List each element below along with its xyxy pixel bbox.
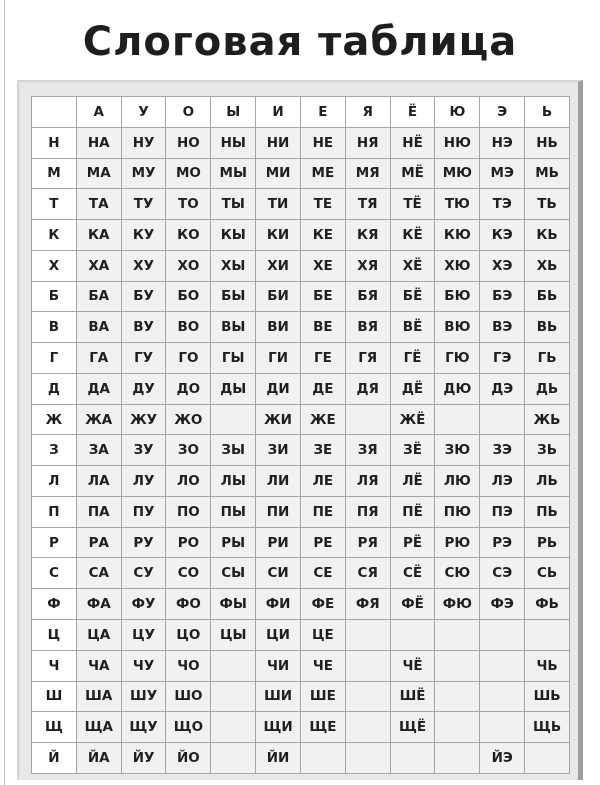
empty-cell — [480, 404, 525, 435]
corner-cell — [32, 97, 77, 128]
syllable-cell: ЛЫ — [211, 466, 256, 497]
syllable-cell: ЙИ — [256, 743, 301, 774]
syllable-cell: ЦЫ — [211, 620, 256, 651]
empty-cell — [435, 404, 480, 435]
syllable-cell: ТЕ — [300, 189, 345, 220]
syllable-cell: ТИ — [256, 189, 301, 220]
syllable-cell: ЛЕ — [300, 466, 345, 497]
syllable-cell: ШИ — [256, 681, 301, 712]
consonant-header: Ш — [32, 681, 77, 712]
consonant-header: К — [32, 220, 77, 251]
syllable-cell: ЗИ — [256, 435, 301, 466]
syllable-cell: СЭ — [480, 558, 525, 589]
syllable-cell: ГЯ — [345, 343, 390, 374]
syllable-cell: ЛЭ — [480, 466, 525, 497]
syllable-cell: СЁ — [390, 558, 435, 589]
syllable-cell: БИ — [256, 281, 301, 312]
syllable-cell: МО — [166, 158, 211, 189]
table-row — [32, 127, 570, 158]
syllable-cell: ПЕ — [300, 496, 345, 527]
syllable-cell: ПЮ — [435, 496, 480, 527]
syllable-cell: КЯ — [345, 220, 390, 251]
empty-cell — [300, 743, 345, 774]
syllable-cell: ВЬ — [525, 312, 570, 343]
table-row — [32, 620, 570, 651]
syllable-cell: РЭ — [480, 527, 525, 558]
empty-cell — [345, 681, 390, 712]
syllable-cell: КЁ — [390, 220, 435, 251]
vowel-header: Ы — [211, 97, 256, 128]
syllable-cell: РА — [76, 527, 121, 558]
syllable-cell: ДЕ — [300, 373, 345, 404]
syllable-cell: БА — [76, 281, 121, 312]
empty-cell — [435, 743, 480, 774]
syllable-cell: ПУ — [121, 496, 166, 527]
consonant-header: Ч — [32, 650, 77, 681]
syllable-cell: ГЬ — [525, 343, 570, 374]
syllable-cell: ВЕ — [300, 312, 345, 343]
syllable-cell: ЛИ — [256, 466, 301, 497]
consonant-header: З — [32, 435, 77, 466]
syllable-cell: ФЬ — [525, 589, 570, 620]
syllable-cell: ВЯ — [345, 312, 390, 343]
syllable-cell: ШЬ — [525, 681, 570, 712]
table-row — [32, 466, 570, 497]
syllable-cell: ЙУ — [121, 743, 166, 774]
syllable-cell: РЫ — [211, 527, 256, 558]
syllable-cell: ГЁ — [390, 343, 435, 374]
syllable-cell: ЧУ — [121, 650, 166, 681]
syllable-cell: БО — [166, 281, 211, 312]
syllable-cell: НЕ — [300, 127, 345, 158]
table-row — [32, 681, 570, 712]
syllable-cell: ЧЬ — [525, 650, 570, 681]
vowel-header: А — [76, 97, 121, 128]
vowel-header: Э — [480, 97, 525, 128]
syllable-cell: МЮ — [435, 158, 480, 189]
syllable-cell: РЯ — [345, 527, 390, 558]
syllable-cell: ДЁ — [390, 373, 435, 404]
syllable-cell: НЮ — [435, 127, 480, 158]
syllable-cell: ЩИ — [256, 712, 301, 743]
syllable-cell: ДЫ — [211, 373, 256, 404]
syllable-cell: МИ — [256, 158, 301, 189]
syllable-cell: ЦА — [76, 620, 121, 651]
syllable-cell: ЗЮ — [435, 435, 480, 466]
syllable-cell: ДЬ — [525, 373, 570, 404]
syllable-cell: КЕ — [300, 220, 345, 251]
syllable-cell: МЬ — [525, 158, 570, 189]
syllable-cell: ЖА — [76, 404, 121, 435]
table-row — [32, 496, 570, 527]
syllable-cell: ХИ — [256, 250, 301, 281]
empty-cell — [480, 681, 525, 712]
syllable-cell: ФЫ — [211, 589, 256, 620]
syllable-cell: ЧЕ — [300, 650, 345, 681]
syllable-cell: ГО — [166, 343, 211, 374]
syllable-cell: ТЬ — [525, 189, 570, 220]
syllable-cell: СЮ — [435, 558, 480, 589]
syllable-table — [31, 96, 570, 774]
syllable-cell: БЭ — [480, 281, 525, 312]
syllable-cell: ША — [76, 681, 121, 712]
syllable-cell: МЯ — [345, 158, 390, 189]
empty-cell — [390, 743, 435, 774]
syllable-cell: ВО — [166, 312, 211, 343]
syllable-cell: ЛА — [76, 466, 121, 497]
empty-cell — [211, 404, 256, 435]
syllable-cell: ТО — [166, 189, 211, 220]
syllable-cell: ВЮ — [435, 312, 480, 343]
syllable-cell: РЕ — [300, 527, 345, 558]
syllable-cell: ХЬ — [525, 250, 570, 281]
table-row — [32, 743, 570, 774]
syllable-cell: ЖЁ — [390, 404, 435, 435]
empty-cell — [480, 712, 525, 743]
syllable-cell: ЩА — [76, 712, 121, 743]
syllable-cell: БЁ — [390, 281, 435, 312]
syllable-cell: НЯ — [345, 127, 390, 158]
syllable-cell: МЫ — [211, 158, 256, 189]
consonant-header: Л — [32, 466, 77, 497]
syllable-cell: ПИ — [256, 496, 301, 527]
consonant-header: Щ — [32, 712, 77, 743]
table-row — [32, 589, 570, 620]
syllable-cell: ВЭ — [480, 312, 525, 343]
syllable-cell: ЩУ — [121, 712, 166, 743]
syllable-cell: ЩЕ — [300, 712, 345, 743]
syllable-cell: ГЭ — [480, 343, 525, 374]
syllable-cell: ЙА — [76, 743, 121, 774]
syllable-cell: ЛЯ — [345, 466, 390, 497]
syllable-cell: СА — [76, 558, 121, 589]
syllable-cell: ХЕ — [300, 250, 345, 281]
syllable-cell: ЗЕ — [300, 435, 345, 466]
syllable-cell: ВЫ — [211, 312, 256, 343]
syllable-cell: НИ — [256, 127, 301, 158]
syllable-cell: РЁ — [390, 527, 435, 558]
vowel-header: О — [166, 97, 211, 128]
syllable-cell: РЮ — [435, 527, 480, 558]
syllable-cell: ФА — [76, 589, 121, 620]
consonant-header: П — [32, 496, 77, 527]
syllable-cell: ТА — [76, 189, 121, 220]
empty-cell — [435, 681, 480, 712]
consonant-header: В — [32, 312, 77, 343]
empty-cell — [345, 620, 390, 651]
syllable-cell: ДЮ — [435, 373, 480, 404]
vowel-header-row — [32, 97, 570, 128]
vowel-header: Ё — [390, 97, 435, 128]
syllable-cell: ГЕ — [300, 343, 345, 374]
syllable-cell: ФЭ — [480, 589, 525, 620]
syllable-cell: ВЁ — [390, 312, 435, 343]
syllable-cell: ДЯ — [345, 373, 390, 404]
vowel-header: Ь — [525, 97, 570, 128]
table-row — [32, 220, 570, 251]
syllable-cell: ТЯ — [345, 189, 390, 220]
syllable-cell: ПЯ — [345, 496, 390, 527]
syllable-cell: ЖУ — [121, 404, 166, 435]
syllable-cell: ХЫ — [211, 250, 256, 281]
syllable-cell: ПЬ — [525, 496, 570, 527]
table-row — [32, 558, 570, 589]
consonant-header: Н — [32, 127, 77, 158]
syllable-cell: ШЕ — [300, 681, 345, 712]
table-row — [32, 404, 570, 435]
consonant-header: Ф — [32, 589, 77, 620]
syllable-cell: ЧЁ — [390, 650, 435, 681]
syllable-cell: ЗУ — [121, 435, 166, 466]
syllable-cell: ЧИ — [256, 650, 301, 681]
syllable-cell: ЦО — [166, 620, 211, 651]
syllable-cell: ХЯ — [345, 250, 390, 281]
syllable-cell: НО — [166, 127, 211, 158]
syllable-cell: МА — [76, 158, 121, 189]
syllable-cell: ГЫ — [211, 343, 256, 374]
syllable-cell: ЛЮ — [435, 466, 480, 497]
syllable-cell: ХЮ — [435, 250, 480, 281]
syllable-cell: ЦИ — [256, 620, 301, 651]
syllable-cell: МУ — [121, 158, 166, 189]
syllable-cell: ФЁ — [390, 589, 435, 620]
page-title: Слоговая таблица — [82, 19, 518, 65]
vowel-header: Е — [300, 97, 345, 128]
syllable-cell: ПА — [76, 496, 121, 527]
syllable-cell: КУ — [121, 220, 166, 251]
syllable-cell: ДО — [166, 373, 211, 404]
syllable-cell: ХЁ — [390, 250, 435, 281]
consonant-header: Т — [32, 189, 77, 220]
syllable-cell: ТЮ — [435, 189, 480, 220]
empty-cell — [211, 743, 256, 774]
syllable-cell: КЭ — [480, 220, 525, 251]
syllable-cell: СО — [166, 558, 211, 589]
syllable-cell: СЫ — [211, 558, 256, 589]
table-row — [32, 435, 570, 466]
table-row — [32, 527, 570, 558]
empty-cell — [435, 712, 480, 743]
syllable-cell: НУ — [121, 127, 166, 158]
vowel-header: И — [256, 97, 301, 128]
syllable-cell: НЁ — [390, 127, 435, 158]
syllable-cell: СЕ — [300, 558, 345, 589]
syllable-cell: ЗЫ — [211, 435, 256, 466]
syllable-cell: ЦУ — [121, 620, 166, 651]
syllable-cell: ЗА — [76, 435, 121, 466]
table-row — [32, 189, 570, 220]
syllable-cell: ШЁ — [390, 681, 435, 712]
syllable-cell: ДЭ — [480, 373, 525, 404]
syllable-cell: ЖЕ — [300, 404, 345, 435]
table-row — [32, 650, 570, 681]
empty-cell — [211, 681, 256, 712]
syllable-cell: РЬ — [525, 527, 570, 558]
syllable-cell: ФО — [166, 589, 211, 620]
syllable-cell: МЁ — [390, 158, 435, 189]
syllable-cell: ФЮ — [435, 589, 480, 620]
consonant-header: Д — [32, 373, 77, 404]
syllable-cell: ФИ — [256, 589, 301, 620]
empty-cell — [345, 712, 390, 743]
empty-cell — [211, 712, 256, 743]
syllable-cell: БЯ — [345, 281, 390, 312]
syllable-cell: ЦЕ — [300, 620, 345, 651]
syllable-cell: ГА — [76, 343, 121, 374]
syllable-cell: ЖЬ — [525, 404, 570, 435]
syllable-cell: ФЕ — [300, 589, 345, 620]
syllable-cell: ЗЁ — [390, 435, 435, 466]
syllable-cell: СИ — [256, 558, 301, 589]
table-row — [32, 250, 570, 281]
syllable-cell: БУ — [121, 281, 166, 312]
syllable-cell: ЗЭ — [480, 435, 525, 466]
syllable-cell: НЫ — [211, 127, 256, 158]
syllable-cell: СЬ — [525, 558, 570, 589]
syllable-cell: ЩЁ — [390, 712, 435, 743]
syllable-cell: ЙО — [166, 743, 211, 774]
empty-cell — [435, 620, 480, 651]
syllable-cell: ЛЬ — [525, 466, 570, 497]
table-row — [32, 312, 570, 343]
consonant-header: Ж — [32, 404, 77, 435]
consonant-header: Й — [32, 743, 77, 774]
consonant-header: Г — [32, 343, 77, 374]
syllable-cell: ЩЬ — [525, 712, 570, 743]
vowel-header: Я — [345, 97, 390, 128]
empty-cell — [211, 650, 256, 681]
consonant-header: С — [32, 558, 77, 589]
empty-cell — [390, 620, 435, 651]
syllable-cell: КА — [76, 220, 121, 251]
empty-cell — [345, 743, 390, 774]
syllable-cell: ФЯ — [345, 589, 390, 620]
syllable-cell: ЗЯ — [345, 435, 390, 466]
syllable-cell: ГИ — [256, 343, 301, 374]
syllable-cell: КЫ — [211, 220, 256, 251]
empty-cell — [480, 650, 525, 681]
syllable-cell: НЭ — [480, 127, 525, 158]
vowel-header: У — [121, 97, 166, 128]
syllable-cell: ВА — [76, 312, 121, 343]
syllable-cell: ЧА — [76, 650, 121, 681]
syllable-cell: БЕ — [300, 281, 345, 312]
syllable-cell: КИ — [256, 220, 301, 251]
syllable-cell: НЬ — [525, 127, 570, 158]
syllable-cell: ПО — [166, 496, 211, 527]
syllable-cell: ТЭ — [480, 189, 525, 220]
consonant-header: Р — [32, 527, 77, 558]
syllable-cell: ТУ — [121, 189, 166, 220]
syllable-cell: ДИ — [256, 373, 301, 404]
syllable-cell: РУ — [121, 527, 166, 558]
syllable-cell: БЫ — [211, 281, 256, 312]
syllable-cell: ЛО — [166, 466, 211, 497]
syllable-cell: ЧО — [166, 650, 211, 681]
syllable-cell: КЮ — [435, 220, 480, 251]
table-row — [32, 158, 570, 189]
syllable-cell: ШУ — [121, 681, 166, 712]
consonant-header: Ц — [32, 620, 77, 651]
consonant-header: Б — [32, 281, 77, 312]
syllable-cell: РО — [166, 527, 211, 558]
table-row — [32, 281, 570, 312]
syllable-cell: СУ — [121, 558, 166, 589]
syllable-cell: ТЁ — [390, 189, 435, 220]
syllable-cell: ТЫ — [211, 189, 256, 220]
syllable-cell: КЬ — [525, 220, 570, 251]
syllable-cell: ЖИ — [256, 404, 301, 435]
syllable-cell: ЖО — [166, 404, 211, 435]
syllable-cell: ЛУ — [121, 466, 166, 497]
consonant-header: Х — [32, 250, 77, 281]
syllable-cell: ЙЭ — [480, 743, 525, 774]
syllable-cell: МЕ — [300, 158, 345, 189]
syllable-cell: ЩО — [166, 712, 211, 743]
syllable-cell: ШО — [166, 681, 211, 712]
syllable-cell: ПЫ — [211, 496, 256, 527]
syllable-cell: ПЁ — [390, 496, 435, 527]
consonant-header: М — [32, 158, 77, 189]
vowel-header: Ю — [435, 97, 480, 128]
empty-cell — [480, 620, 525, 651]
syllable-cell: НА — [76, 127, 121, 158]
syllable-cell: ХО — [166, 250, 211, 281]
syllable-cell: БЬ — [525, 281, 570, 312]
syllable-cell: ЛЁ — [390, 466, 435, 497]
syllable-cell: РИ — [256, 527, 301, 558]
table-row — [32, 343, 570, 374]
syllable-cell: ГЮ — [435, 343, 480, 374]
syllable-cell: СЯ — [345, 558, 390, 589]
syllable-cell: ГУ — [121, 343, 166, 374]
empty-cell — [345, 404, 390, 435]
syllable-cell: МЭ — [480, 158, 525, 189]
syllable-cell: ХУ — [121, 250, 166, 281]
syllable-cell: ЗЬ — [525, 435, 570, 466]
empty-cell — [525, 743, 570, 774]
syllable-cell: ВУ — [121, 312, 166, 343]
empty-cell — [435, 650, 480, 681]
syllable-cell: ДУ — [121, 373, 166, 404]
syllable-cell: ДА — [76, 373, 121, 404]
syllable-cell: КО — [166, 220, 211, 251]
syllable-cell: ПЭ — [480, 496, 525, 527]
syllable-cell: ХЭ — [480, 250, 525, 281]
syllable-cell: ЗО — [166, 435, 211, 466]
page-edge-rule — [4, 0, 5, 785]
empty-cell — [345, 650, 390, 681]
syllable-cell: ВИ — [256, 312, 301, 343]
syllable-cell: БЮ — [435, 281, 480, 312]
empty-cell — [525, 620, 570, 651]
table-row — [32, 373, 570, 404]
syllable-cell: ХА — [76, 250, 121, 281]
syllable-cell: ФУ — [121, 589, 166, 620]
table-row — [32, 712, 570, 743]
